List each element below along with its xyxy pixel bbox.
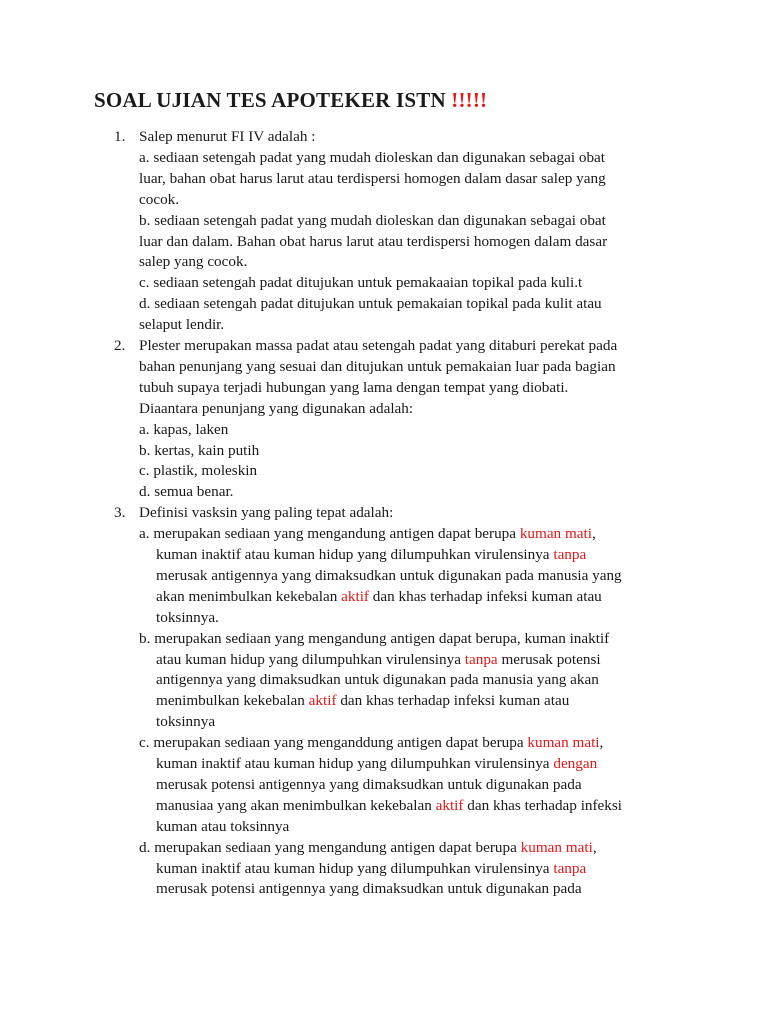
question-line — [156, 878, 582, 899]
question-line — [139, 314, 224, 335]
highlighted-term: dengan — [553, 755, 598, 772]
question-line — [156, 795, 622, 816]
title-exclamation: !!!!! — [451, 88, 488, 112]
question-line — [156, 816, 289, 837]
question-line — [139, 732, 603, 753]
line-text: selaput lendir. — [139, 316, 225, 334]
question-line — [156, 669, 599, 690]
line-text: , — [599, 734, 604, 752]
line-text: dan khas terhadap infeksi kuman atau — [368, 587, 602, 605]
question-line — [156, 607, 219, 628]
question-line — [139, 628, 609, 649]
question-line — [156, 858, 586, 879]
line-text: kuman inaktif atau kuman hidup yang dilumpuhkan virulensinya — [156, 859, 554, 877]
line-text: salep yang cocok. — [139, 253, 248, 271]
question-line — [139, 440, 259, 461]
line-text: kuman inaktif atau kuman hidup yang dilumpuhkan virulensinya — [156, 546, 554, 563]
question-line — [139, 377, 568, 398]
line-text: d. merupakan sediaan yang mengandung antigen dapat berupa — [139, 838, 521, 856]
question-line — [139, 293, 602, 314]
question-line — [139, 251, 247, 272]
question-line — [139, 419, 228, 440]
line-text: kuman atau toksinnya — [156, 817, 290, 835]
line-text: , — [592, 838, 597, 856]
question-line — [156, 753, 597, 774]
line-text: menimbulkan kekebalan — [156, 692, 309, 710]
question-line — [139, 523, 596, 544]
line-text: toksinnya. — [156, 608, 219, 626]
line-text: tubuh supaya terjadi hubungan yang lama dengan tempat yang diobati. — [139, 378, 569, 396]
page-title — [94, 88, 487, 113]
line-text: b. sediaan setengah padat yang mudah dioleskan dan digunakan sebagai obat — [139, 211, 606, 229]
question-line — [139, 502, 393, 523]
line-text: merusak antigennya yang dimaksudkan untuk digunakan pada manusia yang — [156, 566, 622, 584]
question-line — [156, 774, 582, 795]
line-text: merusak potensi antigennya yang dimaksudkan untuk digunakan pada — [156, 775, 582, 793]
question-line — [139, 356, 616, 377]
highlighted-term: kuman mati — [519, 525, 592, 543]
line-text: merusak potensi antigennya yang dimaksudkan untuk digunakan pada — [156, 880, 582, 898]
question-line — [139, 231, 607, 252]
highlighted-term: tanpa — [553, 546, 587, 563]
line-text: , — [591, 525, 596, 543]
question-line — [139, 460, 257, 481]
highlighted-term: tanpa — [553, 859, 587, 877]
highlighted-term: tanpa — [464, 650, 498, 668]
highlighted-term: kuman mati — [520, 838, 593, 856]
question-line — [139, 837, 597, 858]
line-text: bahan penunjang yang sesuai dan ditujukan untuk pemakaian luar pada bagian — [139, 357, 616, 375]
line-text: c. merupakan sediaan yang menganddung antigen dapat berupa — [139, 734, 528, 752]
line-text: kuman inaktif atau kuman hidup yang dilumpuhkan virulensinya — [156, 755, 554, 772]
line-text: dan khas terhadap infeksi — [463, 796, 623, 814]
highlighted-term: aktif — [341, 587, 369, 605]
line-text: akan menimbulkan kekebalan — [156, 587, 342, 605]
line-text: Plester merupakan massa padat atau setengah padat yang ditaburi perekat pada — [139, 337, 618, 354]
line-text: d. sediaan setengah padat ditujukan untuk pemakaian topikal pada kulit atau — [139, 295, 602, 313]
line-text: b. merupakan sediaan yang mengandung antigen dapat berupa, kuman inaktif — [139, 629, 610, 647]
question-line — [139, 189, 179, 210]
line-text: a. kapas, laken — [139, 420, 229, 438]
line-text: Salep menurut FI IV adalah : — [139, 128, 316, 145]
question-line — [139, 147, 605, 168]
line-text: dan khas terhadap infeksi kuman atau — [336, 692, 570, 710]
line-text: luar dan dalam. Bahan obat harus larut atau terdispersi homogen dalam dasar — [139, 232, 608, 250]
line-text: Definisi vasksin yang paling tepat adalah: — [139, 504, 394, 522]
line-text: cocok. — [139, 190, 180, 208]
question-line — [139, 272, 582, 293]
line-text: atau kuman hidup yang dilumpuhkan virulensinya — [156, 650, 465, 668]
question-line — [139, 481, 233, 502]
line-text: b. kertas, kain putih — [139, 441, 260, 459]
line-text: a. sediaan setengah padat yang mudah dioleskan dan digunakan sebagai obat — [139, 148, 606, 166]
question-line — [139, 398, 413, 419]
highlighted-term: kuman mati — [527, 734, 600, 752]
highlighted-term: aktif — [435, 796, 464, 814]
question-line — [156, 649, 601, 670]
line-text: toksinnya — [156, 713, 216, 731]
question-line — [139, 126, 315, 147]
line-text: c. plastik, moleskin — [139, 462, 258, 480]
line-text: manusiaa yang akan menimbulkan kekebalan — [156, 796, 436, 814]
question-line — [156, 544, 586, 565]
line-text: luar, bahan obat harus larut atau terdispersi homogen dalam dasar salep yang — [139, 169, 606, 187]
question-line — [139, 335, 617, 356]
question-line — [156, 690, 569, 711]
title-text: SOAL UJIAN TES APOTEKER ISTN — [94, 88, 446, 112]
line-text: d. semua benar. — [139, 483, 234, 501]
question-number: 2. — [114, 337, 126, 354]
question-line — [139, 210, 606, 231]
question-number: 1. — [114, 128, 126, 145]
line-text: Diaantara penunjang yang digunakan adalah: — [139, 399, 414, 417]
line-text: merusak potensi — [497, 650, 601, 668]
question-line — [156, 586, 602, 607]
line-text: antigennya yang dimaksudkan untuk digunakan pada manusia yang akan — [156, 671, 599, 689]
question-line — [139, 168, 606, 189]
question-line — [156, 565, 622, 586]
highlighted-term: aktif — [308, 692, 337, 710]
line-text: c. sediaan setengah padat ditujukan untuk pemakaaian topikal pada kuli.t — [139, 274, 583, 292]
question-number: 3. — [114, 504, 126, 522]
line-text: a. merupakan sediaan yang mengandung antigen dapat berupa — [139, 525, 520, 543]
question-line — [156, 711, 215, 732]
